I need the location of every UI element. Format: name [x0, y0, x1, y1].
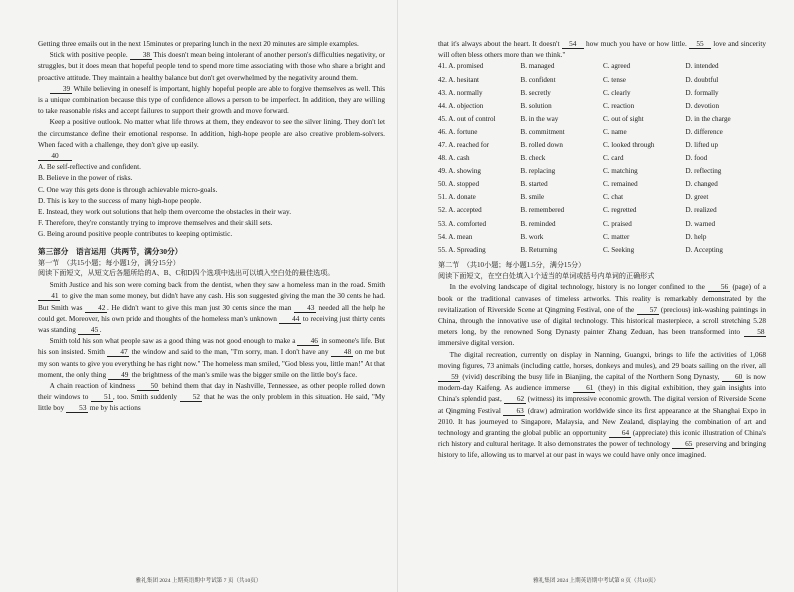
choice-option[interactable]: 49. A. showing [438, 167, 481, 176]
choice-option[interactable]: B. reminded [520, 219, 556, 228]
blank-39[interactable]: 39 [50, 84, 72, 94]
grammar-paragraph [438, 281, 766, 348]
choice-option[interactable]: 45. A. out of control [438, 114, 496, 123]
choice-option[interactable]: D. realized [685, 206, 717, 215]
choice-option[interactable]: B. rolled down [520, 140, 563, 149]
passage-text: The digital recreation, currently on display in Nanning, Guangxi, brings to life the activities of 1,068 moving figures, 73 animals (including cattle, horses, donkeys and mules), and 29 boats sailing on the river, all [438, 349, 766, 370]
para-40-blank-line [38, 150, 385, 161]
choice-option[interactable]: B. Returning [520, 245, 558, 254]
passage-text: Smith told his son what people saw as a good thing was not good enough to make a [49, 336, 298, 346]
passage-text: preserving and bringing history to life, allowing us to marvel at our past in ways we could have only once imagined. [438, 439, 766, 460]
choice-option[interactable]: 46. A. fortune [438, 127, 478, 136]
choice-row [438, 218, 768, 231]
blank-65[interactable]: 65 [672, 439, 694, 449]
choice-option[interactable]: D. greet [685, 193, 709, 202]
passage-text: needed all the help he could get. Moreover, his own pride and thoughts of the homeless man's unknown [38, 302, 385, 323]
part3-title: 第三部分 语言运用（共两节，满分30分） [38, 246, 183, 256]
passage-text: (page) of a book or the traditional canvases of timeless artworks. This reality is remarkably demonstrated by the revitalization of Riverside Scene at Qingming Festival, one of the [438, 282, 766, 314]
passage-text: In the evolving landscape of digital technology, history is no longer confined to the [449, 282, 708, 292]
choice-row [438, 113, 768, 126]
choice-option[interactable]: C. reaction [603, 101, 635, 110]
choice-option[interactable]: D. difference [685, 127, 723, 136]
passage-text: (witness) its impressive economic growth. The digital version of Riverside Scene at Qingming Festival [438, 394, 766, 415]
blank-54[interactable]: 54 [562, 39, 584, 49]
choice-option[interactable]: D. in the charge [685, 114, 731, 123]
choice-row [438, 87, 768, 100]
choice-option[interactable]: B. managed [520, 62, 555, 71]
choice-option[interactable]: C. out of sight [603, 114, 644, 123]
blank-57[interactable]: 57 [637, 305, 659, 315]
choice-option[interactable]: 43. A. normally [438, 88, 483, 97]
blank-55[interactable]: 55 [689, 39, 711, 49]
passage-text: immersive digital version. [438, 338, 515, 348]
choice-option[interactable]: 48. A. cash [438, 154, 470, 163]
passage-text: (they) in this digital exhibition, they gain insights into China's splendid past, [438, 383, 766, 404]
right-footer: 雅礼集团 2024 上期英语期中考试第 8 页（共10页） [533, 578, 659, 584]
choice-option[interactable]: D. lifted up [685, 140, 719, 149]
passage-text: me by his actions [87, 403, 141, 413]
passage-text: , too. Smith suddenly [112, 392, 180, 402]
blank-49[interactable]: 49 [108, 370, 130, 380]
passage-text: love and sincerity will often bless others more than we think." [438, 39, 767, 60]
cloze-paragraph [38, 335, 385, 380]
choice-option[interactable]: B. commitment [520, 127, 565, 136]
option-a: A. Be self-reflective and confident. [38, 162, 141, 172]
passage-text: . He didn't want to give this man just 30 cents since the man [106, 302, 294, 312]
option-f: F. Therefore, they're constantly trying to improve themselves and their skill sets. [38, 218, 273, 228]
blank-62[interactable]: 62 [504, 394, 526, 404]
passage-text: the window and said to the man, "I'm sorry, man. I don't have any [129, 347, 331, 357]
choice-row [438, 74, 768, 87]
choice-option[interactable]: C. looked through [603, 140, 655, 149]
grammar-passage [438, 281, 766, 460]
passage-text: A chain reaction of kindness [49, 381, 138, 391]
blank-63[interactable]: 63 [503, 406, 525, 416]
para-40: Keep a positive outlook. No matter what life throws at them, they endeavor to see the silver lining. They don't let the circumstance define their emotional response. In addition, high-hope people are also creative problem-solvers. When faced with a challenge, they don't give up easily. [38, 117, 385, 149]
choice-option[interactable]: C. clearly [603, 88, 631, 97]
choice-option[interactable]: C. chat [603, 193, 624, 202]
passage-text: in someone's life. But his son insisted. Smith [38, 336, 385, 357]
passage-text: to receiving just thirty cents was standing [38, 313, 385, 335]
section2-title: 第二节 （共10小题；每小题1.5分，满分15分） [438, 260, 586, 269]
passage-text: (draw) admiration worldwide since its first appearance at the Shanghai Expo in 2010. It has journeyed to Singapore, Malaysia, and New Zealand, displaying the combination of art and technology and granting the global public an opportunity [438, 405, 766, 438]
choice-row [438, 100, 768, 113]
blank-51[interactable]: 51 [91, 392, 113, 402]
choice-option[interactable]: 52. A. accepted [438, 206, 482, 215]
choice-option[interactable]: C. agreed [603, 62, 631, 71]
choice-option[interactable]: B. solution [520, 101, 552, 110]
choice-option[interactable]: C. matter [603, 232, 630, 241]
choice-option[interactable]: 42. A. hesitant [438, 75, 479, 84]
section1-instruction: 阅读下面短文，从短文后各题所给的A、B、C和D四个选项中选出可以填入空白处的最佳选项。 [38, 269, 335, 278]
choice-option[interactable]: D. help [685, 232, 707, 241]
choice-row [438, 191, 768, 204]
choice-row [438, 152, 768, 165]
choice-row [438, 244, 768, 257]
choice-option[interactable]: B. started [520, 180, 548, 189]
blank-47[interactable]: 47 [107, 347, 129, 357]
option-b: B. Believe in the power of risks. [38, 173, 133, 183]
blank-50[interactable]: 50 [137, 381, 159, 391]
choice-option[interactable]: D. doubtful [685, 75, 719, 84]
choice-option[interactable]: D. warned [685, 219, 716, 228]
blank-61[interactable]: 61 [573, 383, 595, 393]
choice-option[interactable]: C. name [603, 127, 627, 136]
choice-row [438, 139, 768, 152]
section2-instruction: 阅读下面短文，在空白处填入1个适当的单词或括号内单词的正确形式 [438, 271, 655, 280]
intro-text: Getting three emails out in the next 15minutes or preparing lunch in the next 20 minutes are simple examples. [38, 39, 359, 48]
blank-45[interactable]: 45 [78, 325, 100, 335]
blank-40[interactable]: 40 [38, 151, 72, 161]
choice-option[interactable]: D. Accepting [685, 245, 723, 254]
passage-text: to give the man some money, but didn't have any cash. His son suggested giving the man the 30 cents he had. But Smith was [38, 291, 385, 312]
blank-42[interactable]: 42 [85, 303, 107, 313]
choice-option[interactable]: D. formally [685, 88, 719, 97]
blank-46[interactable]: 46 [297, 336, 319, 346]
passage-text: on me but my son wants to give you everything he has right now." The homeless man smiled, "God bless you, little man!" At that moment, the only thing [38, 347, 386, 379]
choice-option[interactable]: D. reflecting [685, 167, 722, 176]
option-e: E. Instead, they work out solutions that help them overcome the obstacles in their way. [38, 207, 292, 217]
passage-text: how much you have or how little. [583, 39, 690, 48]
choice-option[interactable]: B. smile [520, 193, 545, 202]
right-page [397, 0, 794, 592]
choice-option[interactable]: 55. A. Spreading [438, 245, 486, 254]
cloze-continuation [438, 38, 766, 60]
grammar-paragraph [438, 349, 766, 461]
para-38: Stick with positive people. 38 This doesn't mean being intolerant of another person's difficulties negativity, or struggles, but it does mean that hopeful people tend to spend more time associating with those who share a bright and proactive attitude. They maintain a healthy balance but don't get overwhelmed by the negativity around them. [38, 50, 385, 82]
choice-option[interactable]: B. work [520, 232, 544, 241]
blank-64[interactable]: 64 [609, 428, 631, 438]
choice-option[interactable]: C. card [603, 154, 624, 163]
choice-option[interactable]: D. changed [685, 180, 718, 189]
choice-option[interactable]: 41. A. promised [438, 62, 484, 71]
options-list [38, 161, 385, 239]
choice-row [438, 231, 768, 244]
choice-option[interactable]: C. matching [603, 167, 638, 176]
option-g: G. Being around positive people contributes to keeping optimistic. [38, 229, 233, 239]
choice-option[interactable]: B. replacing [520, 167, 556, 176]
option-c: C. One way this gets done is through achievable micro-goals. [38, 184, 218, 194]
passage-text: behind them that day in Nashville, Tennessee, as other people rolled down their windows to [38, 381, 385, 402]
blank-58[interactable]: 58 [744, 327, 766, 337]
choice-row [438, 60, 768, 73]
passage-text: (precious) ink-washing paintings in China, through the innovative use of digital technology. This historical masterpiece, a scroll stretching 5.28 meters long, by the renowned Song Dynasty painter Zhang Zeduan, has been transformed into [438, 304, 766, 337]
choice-option[interactable]: 44. A. objection [438, 101, 484, 110]
choice-option[interactable]: C. praised [603, 219, 632, 228]
cloze-passage [38, 279, 385, 413]
blank-38[interactable]: 38 [130, 50, 152, 60]
passage-text: (appreciate) this iconic illustration of China's rich history and cultural heritage. It also demonstrates the power of technology [438, 428, 767, 449]
passage-text: that he was the only problem in this situation. He said, "My little boy [38, 392, 386, 413]
choice-option[interactable]: D. intended [685, 62, 719, 71]
passage-text: that it's always about the heart. It doesn't [438, 39, 562, 48]
passage-text: is now modern-day Kaifeng. As audience immerse [438, 372, 766, 393]
cloze-paragraph [38, 279, 385, 335]
blank-44[interactable]: 44 [279, 314, 301, 324]
choice-option[interactable]: 51. A. donate [438, 193, 476, 202]
choices-table [438, 60, 768, 256]
blank-48[interactable]: 48 [331, 347, 353, 357]
blank-59[interactable]: 59 [438, 372, 460, 382]
choice-option[interactable]: B. remembered [520, 206, 565, 215]
passage-text: (vivid) describing the busy life in Bianjing, the capital of the Northern Song Dynasty, [460, 372, 722, 382]
blank-41[interactable]: 41 [38, 291, 60, 301]
section1-title: 第一节 （共15小题；每小题1分，满分15分） [38, 258, 180, 267]
option-d: D. This is key to the success of many high-hope people. [38, 195, 202, 205]
choice-row [438, 126, 768, 139]
choice-option[interactable]: B. secretly [520, 88, 551, 97]
blank-53[interactable]: 53 [66, 403, 88, 413]
choice-option[interactable]: C. Seeking [603, 245, 635, 254]
cloze-paragraph [38, 380, 385, 414]
blank-43[interactable]: 43 [294, 303, 316, 313]
choice-option[interactable]: B. confident [520, 75, 556, 84]
blank-52[interactable]: 52 [180, 392, 202, 402]
choice-option[interactable]: D. food [685, 154, 708, 163]
choice-option[interactable]: B. in the way [520, 114, 559, 123]
para-39: 39 While believing in oneself is important, highly hopeful people are able to forgive themselves as well. This is a unique combination because this type of confidence allows a person to be imperfect. In addition, they are willing to take reasonable risks and accept failures to support their growth and move forward. [38, 83, 385, 116]
choice-option[interactable]: C. tense [603, 75, 626, 84]
passage-text: Smith Justice and his son were coming back from the dentist, when they saw a homeless man in the road. Smith [49, 280, 385, 290]
choice-row [438, 165, 768, 178]
choice-row [438, 204, 768, 217]
blank-60[interactable]: 60 [722, 372, 744, 382]
choice-option[interactable]: 54. A. mean [438, 232, 473, 241]
choice-option[interactable]: 50. A. stopped [438, 180, 479, 189]
blank-56[interactable]: 56 [708, 282, 730, 292]
choice-option[interactable]: D. devotion [685, 101, 719, 110]
choice-option[interactable]: 47. A. reached for [438, 140, 490, 149]
passage-text: . [99, 325, 102, 335]
choice-option[interactable]: C. remained [603, 180, 638, 189]
choice-option[interactable]: C. regretted [603, 206, 637, 215]
choice-row [438, 178, 768, 191]
choice-option[interactable]: 53. A. comforted [438, 219, 487, 228]
passage-text: the brightness of the man's smile was the bigger smile on the little boy's face. [129, 369, 358, 379]
choice-option[interactable]: B. check [520, 154, 546, 163]
left-footer: 雅礼集团 2024 上期英语期中考试第 7 页（共10页） [135, 578, 262, 584]
